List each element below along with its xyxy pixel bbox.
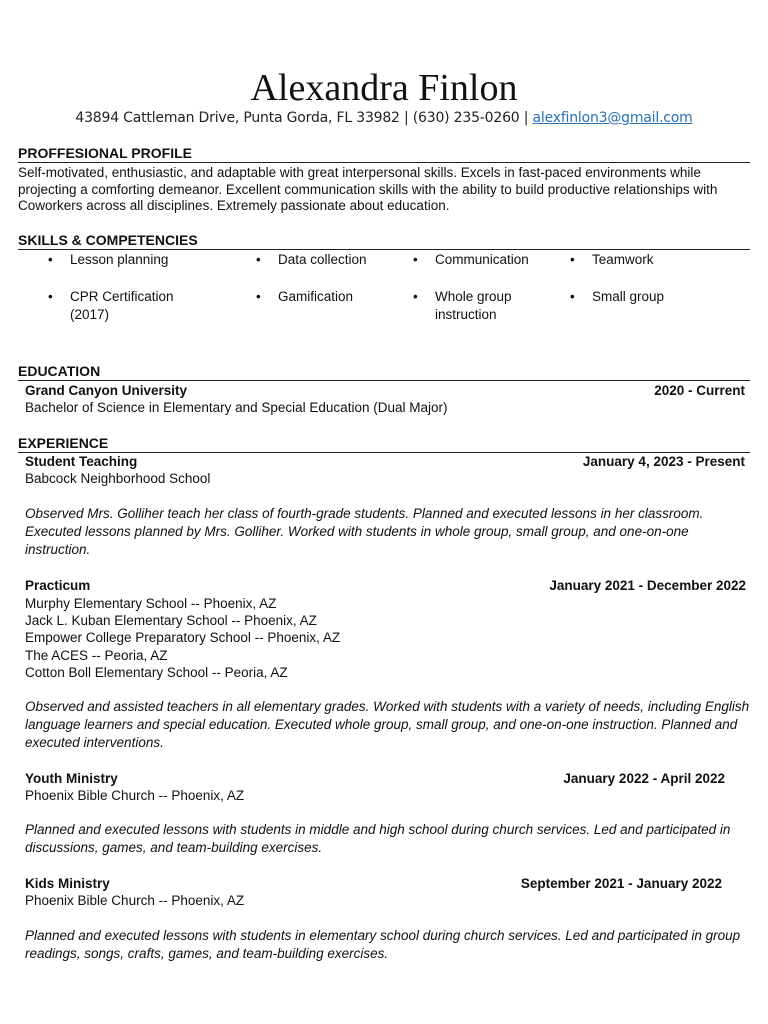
skill-item	[48, 288, 200, 324]
skill-label: Data collection	[278, 252, 367, 267]
skills-heading: SKILLS & COMPETENCIES	[18, 232, 750, 250]
experience-description: Planned and executed lessons with students in elementary school during church services. Led and participated in group readings, songs, crafts, games, and team-building exercises.	[25, 928, 741, 961]
skill-label: Teamwork	[592, 252, 654, 267]
bullet-icon: •	[570, 289, 575, 304]
experience-title: Kids Ministry	[25, 876, 110, 891]
experience-dates: September 2021 - January 2022	[520, 876, 722, 891]
experience-dates: January 4, 2023 - Present	[582, 454, 745, 469]
experience-place: Jack L. Kuban Elementary School -- Phoenix, AZ	[25, 613, 317, 628]
skill-item	[256, 251, 367, 269]
experience-title: Youth Ministry	[25, 771, 118, 786]
skill-item	[256, 288, 354, 306]
bullet-icon: •	[570, 252, 575, 267]
experience-place: Cotton Boll Elementary School -- Peoria, AZ	[25, 665, 288, 680]
experience-heading: EXPERIENCE	[18, 435, 750, 453]
email-link[interactable]: alexfinlon3@gmail.com	[532, 110, 693, 126]
skill-label: CPR Certification (2017)	[70, 289, 174, 322]
bullet-icon: •	[48, 252, 53, 267]
experience-description: Observed Mrs. Golliher teach her class of fourth-grade students. Planned and executed lessons in her classroom. Executed lessons planned by Mrs. Golliher. Worked with students in whole group, small group, and one-on-one instruction.	[25, 506, 704, 557]
contact-details: 43894 Cattleman Drive, Punta Gorda, FL 33982 | (630) 235-0260 |	[75, 110, 533, 126]
bullet-icon: •	[413, 289, 418, 304]
experience-title: Practicum	[25, 578, 91, 593]
bullet-icon: •	[413, 252, 418, 267]
experience-description: Planned and executed lessons with students in middle and high school during church services. Led and participated in discussions, games, and team-building exercises.	[25, 822, 731, 855]
skill-label: Lesson planning	[70, 252, 169, 267]
profile-heading: PROFFESIONAL PROFILE	[18, 145, 750, 163]
experience-place: Babcock Neighborhood School	[25, 471, 211, 486]
bullet-icon: •	[256, 252, 261, 267]
profile-line-1: Self-motivated, enthusiastic, and adaptable with great interpersonal skills. Excels in fast-paced environments while	[18, 165, 701, 180]
skill-item	[570, 251, 654, 269]
skill-item	[413, 251, 529, 269]
experience-title: Student Teaching	[25, 454, 138, 469]
experience-place: Empower College Preparatory School -- Phoenix, AZ	[25, 630, 341, 645]
skill-item	[413, 288, 535, 324]
skill-label: Communication	[435, 252, 529, 267]
skill-label: Whole group instruction	[435, 289, 512, 322]
experience-dates: January 2021 - December 2022	[549, 578, 746, 593]
education-school: Grand Canyon University	[25, 383, 188, 398]
experience-description: Observed and assisted teachers in all elementary grades. Worked with students with a variety of needs, including English language learners and special education. Executed whole group, small group, and one-on-one instruction. Planned and executed interventions.	[25, 699, 750, 750]
profile-line-2: projecting a comforting demeanor. Excellent communication skills with the ability to build productive relationships with	[18, 182, 718, 197]
education-heading: EDUCATION	[18, 363, 750, 381]
experience-place: Phoenix Bible Church -- Phoenix, AZ	[25, 788, 245, 803]
experience-place: Murphy Elementary School -- Phoenix, AZ	[25, 596, 277, 611]
skill-label: Small group	[592, 289, 665, 304]
profile-line-3: Coworkers across all disciplines. Extremely passionate about education.	[18, 198, 450, 213]
bullet-icon: •	[256, 289, 261, 304]
education-dates: 2020 - Current	[654, 383, 745, 398]
experience-dates: January 2022 - April 2022	[563, 771, 725, 786]
contact-line	[0, 108, 768, 128]
bullet-icon: •	[48, 289, 53, 304]
skill-label: Gamification	[278, 289, 354, 304]
education-degree: Bachelor of Science in Elementary and Special Education (Dual Major)	[25, 400, 448, 415]
experience-place: Phoenix Bible Church -- Phoenix, AZ	[25, 893, 245, 908]
resume-name: Alexandra Finlon	[250, 67, 518, 109]
experience-place: The ACES -- Peoria, AZ	[25, 648, 168, 663]
skill-item	[48, 251, 169, 269]
skill-item	[570, 288, 665, 306]
